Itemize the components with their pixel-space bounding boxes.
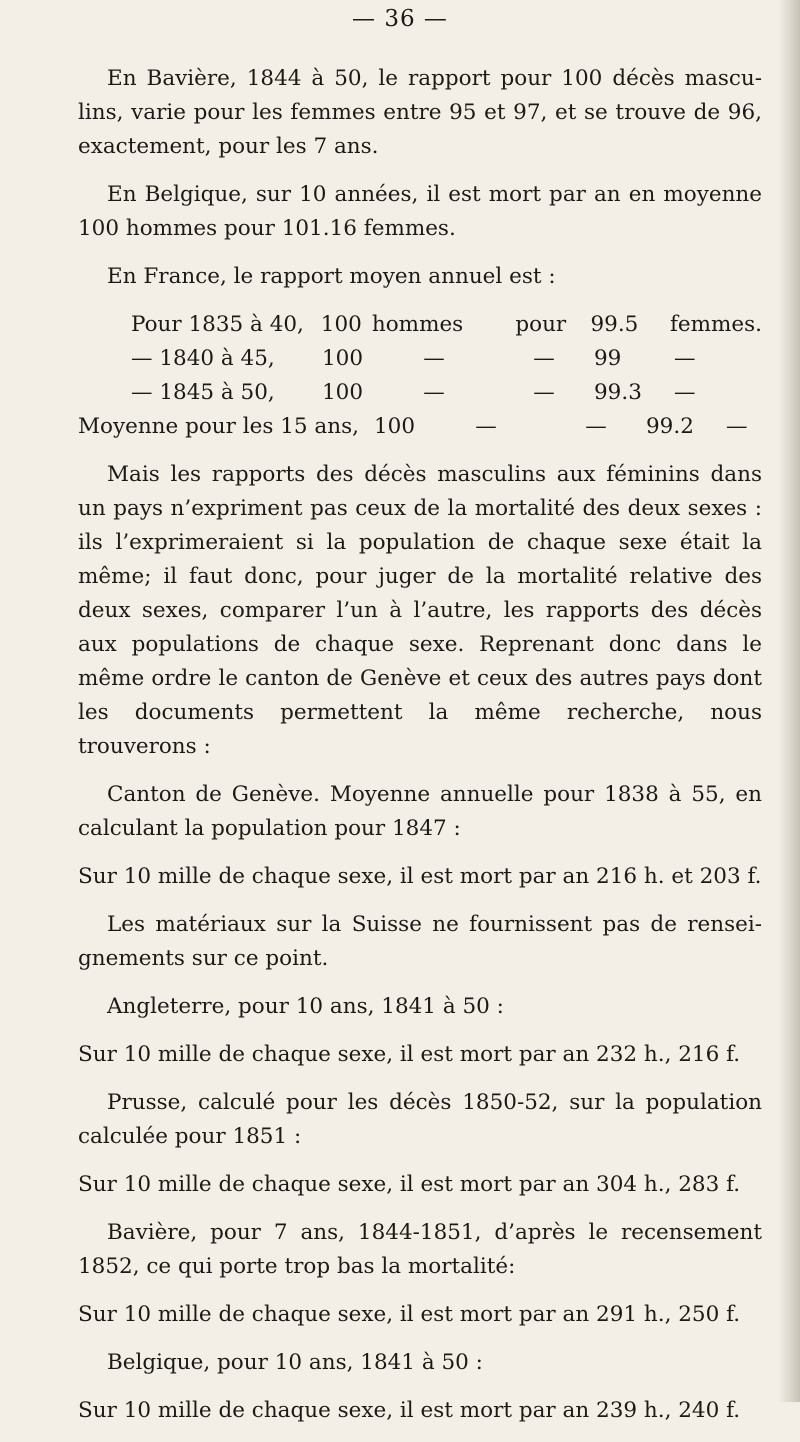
table-row: [78, 410, 762, 444]
paragraph-bavaria-ratio: En Bavière, 1844 à 50, le rapport pour 100 décès mascu-lins, varie pour les femmes entre 95 et 97, et se trouve de 96, exactement, pour les 7 ans.: [78, 66, 762, 159]
paragraph-method: Mais les rapports des décès masculins aux féminins dans un pays n’expriment pas ceux de la mortalité des deux sexes : ils l’exprimeraient si la population de chaque sexe était la même; il faut donc, pour juger de la mortalité relative des deux sexes, comparer l’un à l’autre, les rapports des décès aux populations de chaque sexe. Reprenant donc dans le même ordre le canton de Genève et ceux des autres pays dont les documents permettent la même recherche, nous trouverons :: [78, 462, 762, 759]
row-men: —: [423, 346, 445, 371]
row-value: 99.5: [590, 312, 639, 337]
row-value: 99.2: [646, 414, 694, 439]
row-value: 99: [594, 346, 622, 371]
paragraph-belgium-result: Sur 10 mille de chaque sexe, il est mort par an 239 h., 240 f.: [78, 1398, 741, 1423]
row-women: —: [674, 380, 696, 405]
row-pour: —: [585, 414, 607, 439]
row-label: Pour 1835 à 40,: [131, 312, 304, 337]
row-label: — 1845 à 50,: [131, 380, 275, 405]
paragraph-bavaria-result: Sur 10 mille de chaque sexe, il est mort par an 291 h., 250 f.: [78, 1302, 741, 1327]
page-number: — 36 —: [352, 6, 448, 32]
page-edge-shadow: [778, 0, 800, 1402]
row-pour: —: [533, 346, 555, 371]
paragraph-belgium-intro: Belgique, pour 10 ans, 1841 à 50 :: [107, 1350, 483, 1375]
row-count: 100: [374, 414, 416, 439]
paragraph-prussia-intro: Prusse, calculé pour les décès 1850-52, sur la population calculée pour 1851 :: [78, 1090, 762, 1149]
table-row: [78, 308, 762, 342]
paragraph-geneva-result: Sur 10 mille de chaque sexe, il est mort par an 216 h. et 203 f.: [78, 864, 762, 889]
row-label: — 1840 à 45,: [131, 346, 275, 371]
paragraph-geneva-intro: Canton de Genève. Moyenne annuelle pour 1838 à 55, en calculant la population pour 1847 :: [78, 782, 762, 841]
paragraph-england-result: Sur 10 mille de chaque sexe, il est mort par an 232 h., 216 f.: [78, 1042, 741, 1067]
row-men: —: [475, 414, 497, 439]
row-women: femmes.: [669, 312, 763, 337]
table-row: [78, 376, 762, 410]
row-count: 100: [322, 380, 364, 405]
paragraph-bavaria-intro: Bavière, pour 7 ans, 1844-1851, d’après le recensement 1852, ce qui porte trop bas la mortalité:: [78, 1220, 762, 1279]
paragraph-england-intro: Angleterre, pour 10 ans, 1841 à 50 :: [107, 994, 504, 1019]
row-count: 100: [320, 312, 362, 337]
page-body: [78, 62, 762, 1442]
row-men: hommes: [371, 312, 464, 337]
row-men: —: [423, 380, 445, 405]
row-label: Moyenne pour les 15 ans,: [78, 414, 359, 439]
row-pour: pour: [515, 312, 567, 337]
row-women: —: [674, 346, 696, 371]
row-pour: —: [533, 380, 555, 405]
row-value: 99.3: [594, 380, 642, 405]
paragraph-switzerland: Les matériaux sur la Suisse ne fournissent pas de rensei-gnements sur ce point.: [78, 912, 762, 971]
row-women: —: [726, 414, 748, 439]
france-ratio-table: [78, 308, 762, 444]
paragraph-belgium-ratio: En Belgique, sur 10 années, il est mort par an en moyenne 100 hommes pour 101.16 femmes.: [78, 182, 762, 241]
paragraph-france-intro: En France, le rapport moyen annuel est :: [107, 264, 556, 289]
row-count: 100: [322, 346, 364, 371]
table-row: [78, 342, 762, 376]
paragraph-prussia-result: Sur 10 mille de chaque sexe, il est mort par an 304 h., 283 f.: [78, 1172, 741, 1197]
